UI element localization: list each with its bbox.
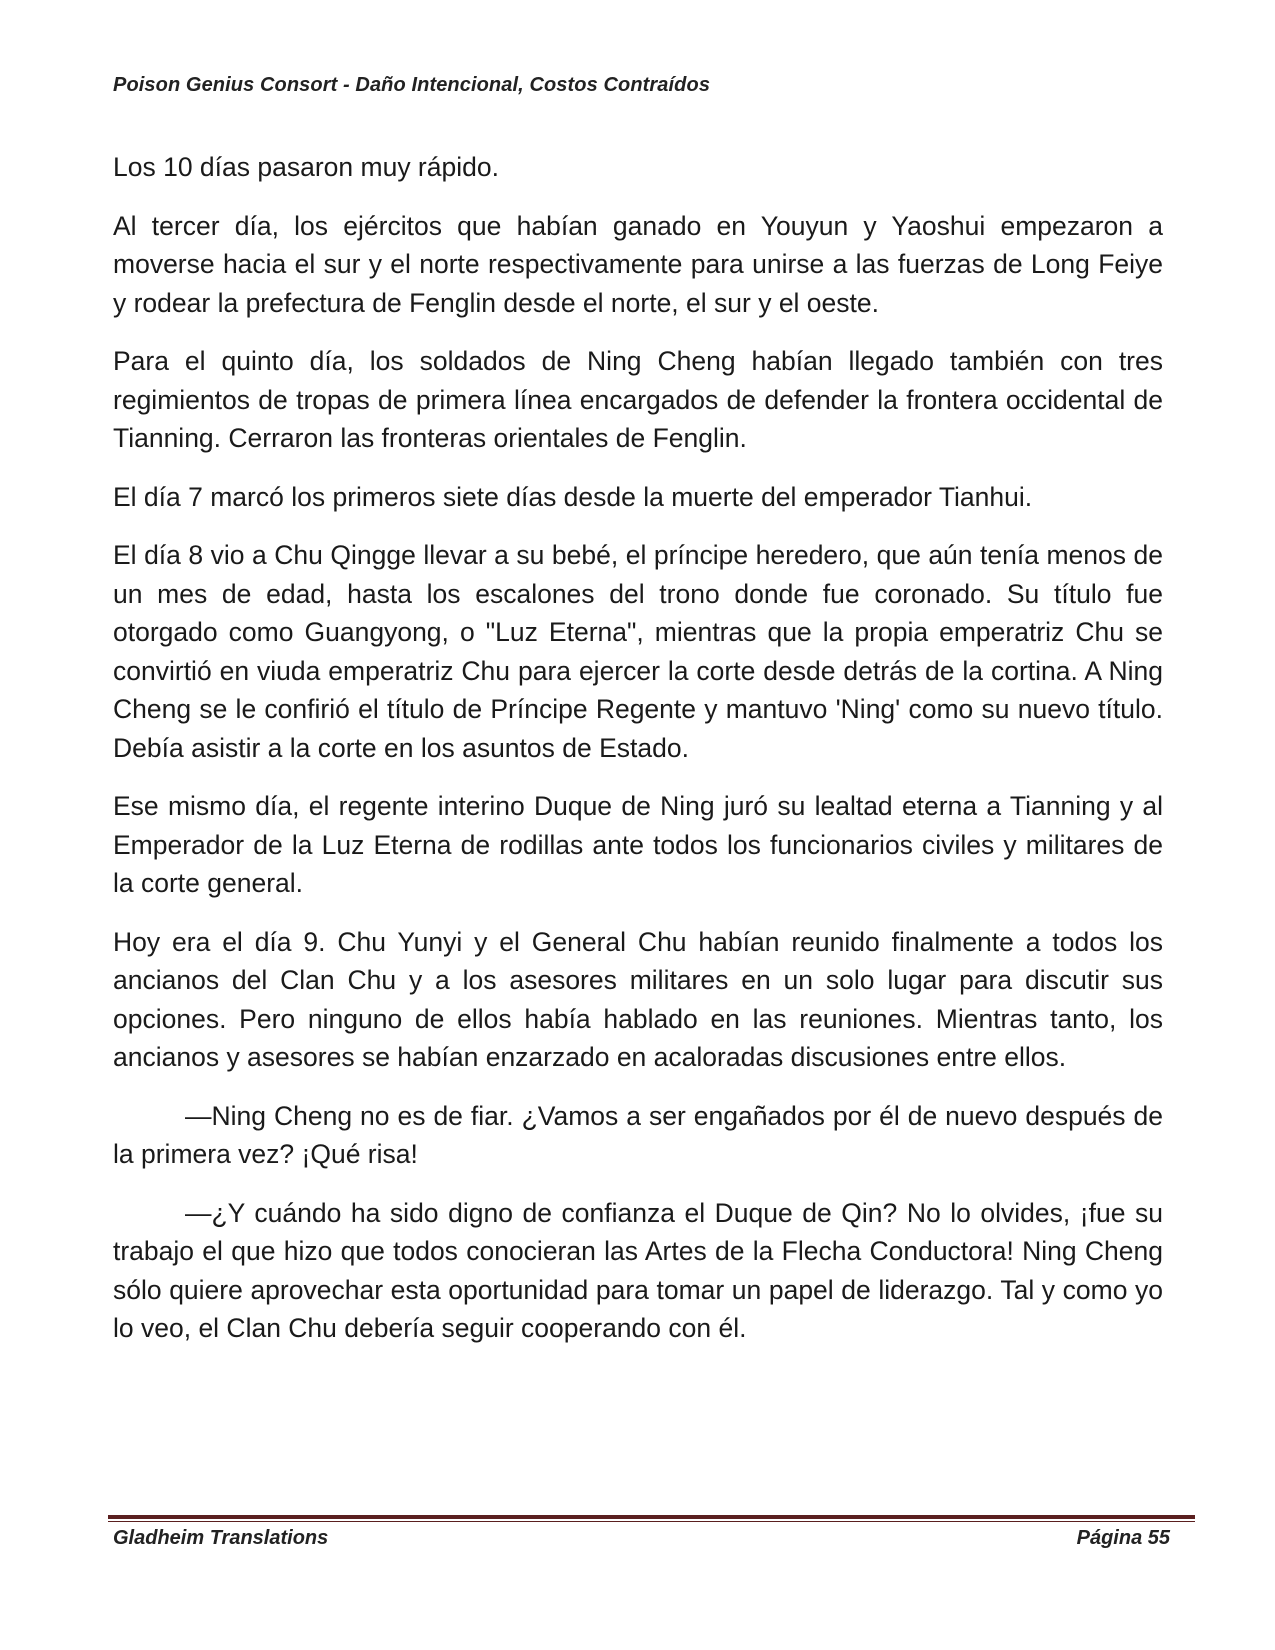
footer-divider-thin [108,1521,1195,1522]
paragraph: Ese mismo día, el regente interino Duque de Ning juró su lealtad eterna a Tianning y al Emperador de la Luz Eterna de rodillas ante todos los funcionarios civiles y militares de la corte general. [113,791,1163,898]
running-header: Poison Genius Consort - Daño Intencional, Costos Contraídos [113,74,711,96]
page-body [113,148,1163,1368]
dialogue-paragraph: —¿Y cuándo ha sido digno de confianza el Duque de Qin? No lo olvides, ¡fue su trabajo el que hizo que todos conocieran las Artes de la Flecha Conductora! Ning Cheng sólo quiere aprovechar esta oportunidad para tomar un papel de liderazgo. Tal y como yo lo veo, el Clan Chu debería seguir cooperando con él. [113,1197,1163,1343]
paragraph: Los 10 días pasaron muy rápido. [113,152,499,182]
paragraph: El día 8 vio a Chu Qingge llevar a su bebé, el príncipe heredero, que aún tenía menos de un mes de edad, hasta los escalones del trono donde fue coronado. Su título fue otorgado como Guangyong, o "Luz Eterna", mientras que la propia emperatriz Chu se convirtió en viuda emperatriz Chu para ejercer la corte desde detrás de la cortina. A Ning Cheng se le confirió el título de Príncipe Regente y mantuvo 'Ning' como su nuevo título. Debía asistir a la corte en los asuntos de Estado. [113,540,1163,763]
paragraph: Para el quinto día, los soldados de Ning Cheng habían llegado también con tres regimientos de tropas de primera línea encargados de defender la frontera occidental de Tianning. Cerraron las fronteras orientales de Fenglin. [113,346,1163,453]
footer-divider-thick [108,1515,1195,1519]
page-footer [113,1527,1170,1550]
paragraph: Al tercer día, los ejércitos que habían ganado en Youyun y Yaoshui empezaron a moverse hacia el sur y el norte respectivamente para unirse a las fuerzas de Long Feiye y rodear la prefectura de Fenglin desde el norte, el sur y el oeste. [113,210,1163,318]
footer-translator: Gladheim Translations [113,1527,329,1549]
footer-divider [108,1515,1195,1522]
paragraph: El día 7 marcó los primeros siete días desde la muerte del emperador Tianhui. [113,481,1033,512]
paragraph: Hoy era el día 9. Chu Yunyi y el General Chu habían reunido finalmente a todos los ancianos del Clan Chu y a los asesores militares en un solo lugar para discutir sus opciones. Pero ninguno de ellos había hablado en las reuniones. Mientras tanto, los ancianos y asesores se habían enzarzado en acaloradas discusiones entre ellos. [113,926,1163,1072]
dialogue-paragraph: —Ning Cheng no es de fiar. ¿Vamos a ser engañados por él de nuevo después de la primera vez? ¡Qué risa! [113,1100,1163,1169]
footer-page-number: Página 55 [1076,1527,1170,1549]
